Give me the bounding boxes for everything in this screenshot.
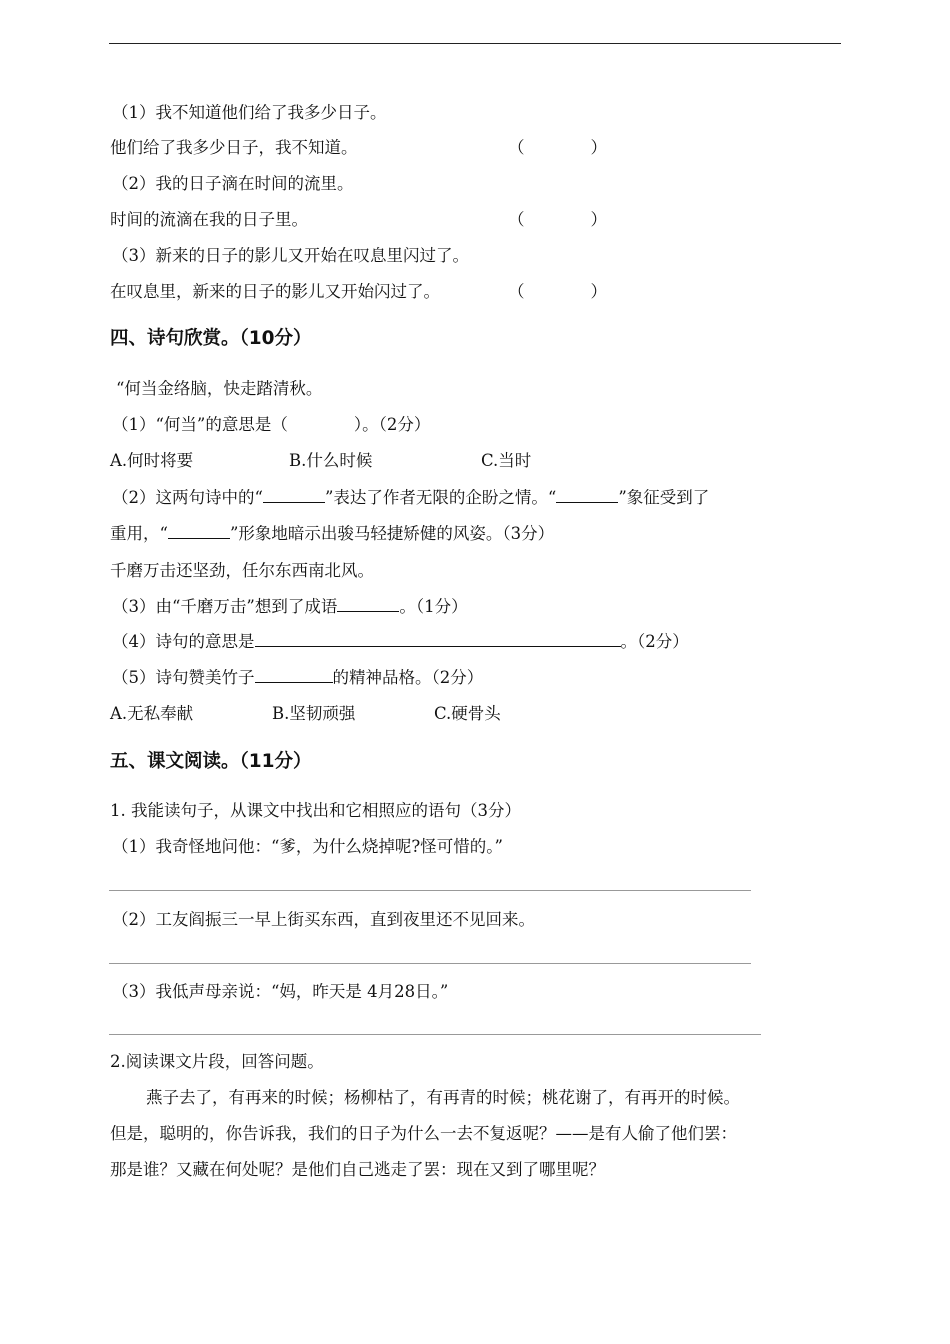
section5-heading: 五、课文阅读。（11分） xyxy=(110,751,312,772)
s3-item2-answer-paren[interactable]: （ ） xyxy=(508,210,607,229)
s3-item3-rewrite: 在叹息里，新来的日子的影儿又开始闪过了。 xyxy=(110,282,440,301)
s3-item2-original: （2）我的日子滴在时间的流里。 xyxy=(112,174,354,193)
passage-line-1: 燕子去了，有再来的时候；杨柳枯了，有再青的时候；桃花谢了，有再开的时候。 xyxy=(146,1088,740,1107)
s4-q2-line1: （2）这两句诗中的“ ”表达了作者无限的企盼之情。“ ”象征受到了 xyxy=(112,488,710,507)
s5-q1-answer-line-2[interactable] xyxy=(109,963,751,964)
s4-q1: （1）“何当”的意思是（ ）。（2分） xyxy=(112,415,431,434)
s4-q1-option-a[interactable]: A.何时将要 xyxy=(110,451,194,470)
s4-q5-option-c[interactable]: C.硬骨头 xyxy=(434,704,501,723)
s5-q1-item2: （2）工友阎振三一早上街买东西，直到夜里还不见回来。 xyxy=(112,910,535,929)
s4-q4-blank[interactable] xyxy=(255,630,621,647)
s4-q5-option-b[interactable]: B.坚韧顽强 xyxy=(272,704,356,723)
s4-q5-option-a[interactable]: A.无私奉献 xyxy=(110,704,194,723)
s4-q4: （4）诗句的意思是 。（2分） xyxy=(112,632,689,651)
s3-item1-original: （1）我不知道他们给了我多少日子。 xyxy=(112,103,387,122)
passage-line-3: 那是谁？又藏在何处呢？是他们自己逃走了罢：现在又到了哪里呢？ xyxy=(110,1160,605,1179)
s3-item1-answer-paren[interactable]: （ ） xyxy=(508,138,607,157)
s5-q2-title: 2.阅读课文片段，回答问题。 xyxy=(110,1052,324,1071)
s4-q2-blank-3[interactable] xyxy=(168,522,230,539)
s4-q2-blank-1[interactable] xyxy=(263,486,325,503)
s4-q5: （5）诗句赞美竹子 的精神品格。（2分） xyxy=(112,668,484,687)
s4-q2-blank-2[interactable] xyxy=(556,486,618,503)
s5-q1-answer-line-1[interactable] xyxy=(109,890,751,891)
s4-q3: （3）由“千磨万击”想到了成语 。（1分） xyxy=(112,597,468,616)
s4-q1-option-c[interactable]: C.当时 xyxy=(481,451,532,470)
s3-item3-answer-paren[interactable]: （ ） xyxy=(508,282,607,301)
s5-q1-title: 1. 我能读句子，从课文中找出和它相照应的语句（3分） xyxy=(110,801,521,820)
s4-q1-option-b[interactable]: B.什么时候 xyxy=(289,451,373,470)
poem-line-1: “何当金络脑，快走踏清秋。 xyxy=(116,379,323,398)
s3-item2-rewrite: 时间的流滴在我的日子里。 xyxy=(110,210,308,229)
s5-q1-item3: （3）我低声母亲说：“妈，昨天是 4月28日。” xyxy=(112,982,449,1001)
section4-heading: 四、诗句欣赏。（10分） xyxy=(110,328,312,349)
s3-item3-original: （3）新来的日子的影儿又开始在叹息里闪过了。 xyxy=(112,246,469,265)
s5-q1-answer-line-3[interactable] xyxy=(109,1034,761,1035)
s4-q2-line2: 重用，“ ”形象地暗示出骏马轻捷矫健的风姿。（3分） xyxy=(110,524,555,543)
s4-q3-blank[interactable] xyxy=(337,595,399,612)
header-rule xyxy=(109,43,841,44)
s4-q5-blank[interactable] xyxy=(255,666,333,683)
s3-item1-rewrite: 他们给了我多少日子，我不知道。 xyxy=(110,138,358,157)
passage-line-2: 但是，聪明的，你告诉我，我们的日子为什么一去不复返呢？——是有人偷了他们罢： xyxy=(110,1124,737,1143)
poem-line-2: 千磨万击还坚劲，任尔东西南北风。 xyxy=(110,561,374,580)
s5-q1-item1: （1）我奇怪地问他：“爹，为什么烧掉呢?怪可惜的。” xyxy=(112,837,503,856)
